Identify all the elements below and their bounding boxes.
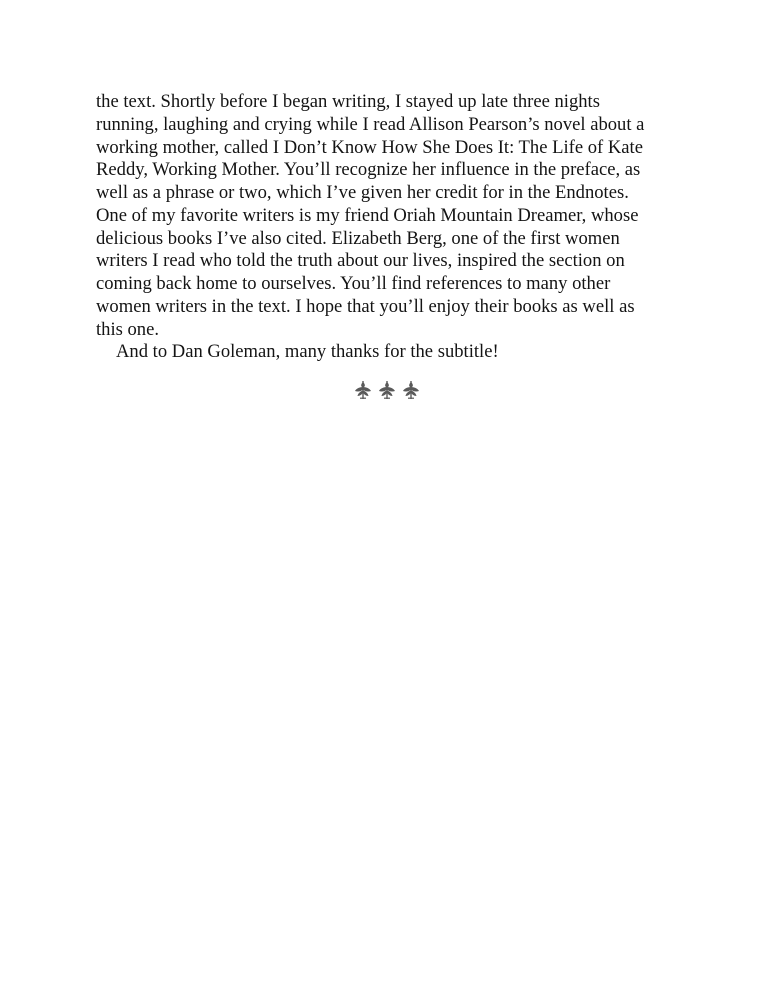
body-line: well as a phrase or two, which I’ve given her credit for in the Endnotes. (96, 182, 629, 203)
body-text (96, 91, 696, 364)
body-line: Reddy, Working Mother. You’ll recognize her influence in the preface, as (96, 159, 641, 181)
body-line: delicious books I’ve also cited. Elizabeth Berg, one of the first women (96, 227, 620, 249)
section-break-ornaments (354, 378, 420, 402)
fleuron-icon (378, 380, 396, 400)
body-line: coming back home to ourselves. You’ll find references to many other (96, 273, 611, 294)
body-line: women writers in the text. I hope that you’ll enjoy their books as well as (96, 295, 635, 317)
body-line: writers I read who told the truth about our lives, inspired the section on (96, 250, 625, 272)
body-line: One of my favorite writers is my friend Oriah Mountain Dreamer, whose (96, 204, 639, 226)
body-line: running, laughing and crying while I read Allison Pearson’s novel about a (96, 113, 645, 135)
closing-line: And to Dan Goleman, many thanks for the subtitle! (116, 341, 499, 363)
body-line: working mother, called I Don’t Know How She Does It: The Life of Kate (96, 136, 643, 158)
fleuron-icon (402, 380, 420, 400)
body-line: this one. (96, 318, 160, 340)
body-line: the text. Shortly before I began writing, I stayed up late three nights (96, 91, 600, 112)
fleuron-icon (354, 380, 372, 400)
